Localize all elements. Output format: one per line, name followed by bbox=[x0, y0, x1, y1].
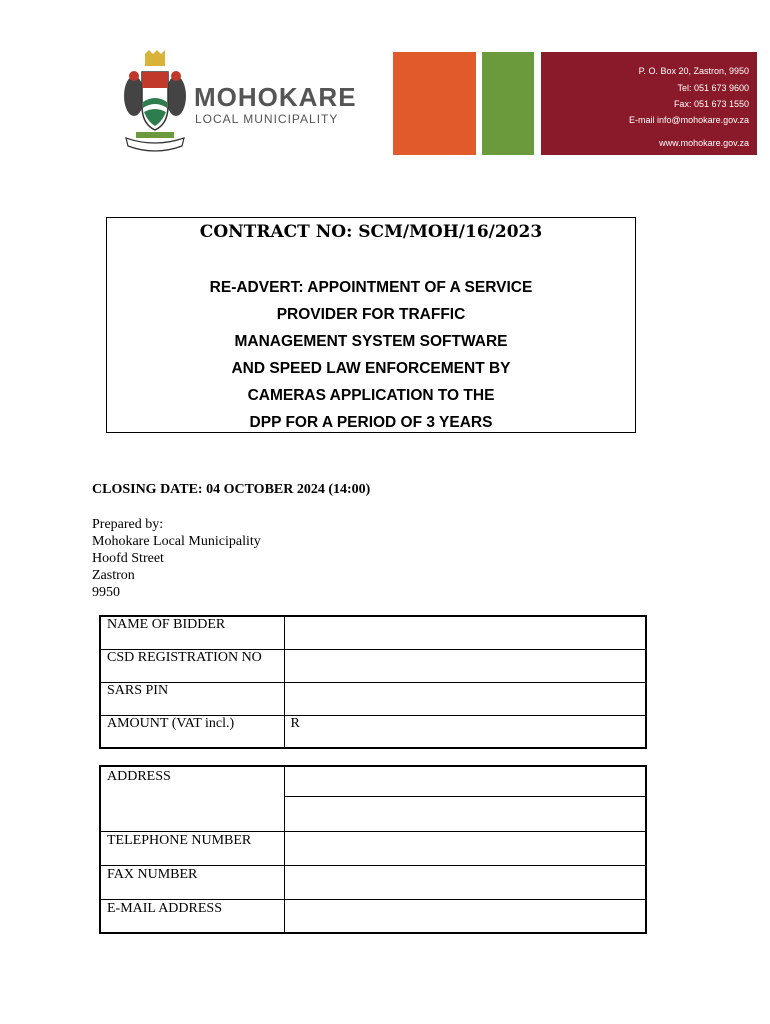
table-row bbox=[100, 682, 646, 715]
table-row bbox=[100, 766, 646, 796]
fax-label: FAX NUMBER bbox=[100, 865, 284, 899]
contact-email: E-mail info@mohokare.gov.za bbox=[628, 115, 749, 125]
contact-telephone: Tel: 051 673 9600 bbox=[677, 83, 749, 93]
table-row bbox=[100, 865, 646, 899]
email-label: E-MAIL ADDRESS bbox=[100, 899, 284, 933]
contract-title-line: AND SPEED LAW ENFORCEMENT BY bbox=[231, 360, 511, 377]
table-row bbox=[100, 899, 646, 933]
bidder-name-field[interactable] bbox=[284, 616, 646, 649]
municipality-logo bbox=[122, 50, 357, 160]
amount-field[interactable]: R bbox=[284, 715, 646, 748]
prepared-by-label: Prepared by: bbox=[92, 517, 164, 532]
bidder-name-label: NAME OF BIDDER bbox=[100, 616, 284, 649]
table-row bbox=[100, 649, 646, 682]
address-field-line-2[interactable] bbox=[284, 796, 646, 831]
contact-address: P. O. Box 20, Zastron, 9950 bbox=[638, 66, 749, 76]
contract-title-line: CAMERAS APPLICATION TO THE bbox=[247, 387, 495, 404]
csd-registration-label: CSD REGISTRATION NO bbox=[100, 649, 284, 682]
logo-name: MOHOKARE bbox=[194, 82, 357, 112]
csd-registration-field[interactable] bbox=[284, 649, 646, 682]
sars-pin-label: SARS PIN bbox=[100, 682, 284, 715]
contract-title-line: MANAGEMENT SYSTEM SOFTWARE bbox=[234, 333, 508, 350]
prepared-by-line: Mohokare Local Municipality bbox=[92, 534, 261, 549]
contact-website: www.mohokare.gov.za bbox=[659, 138, 749, 148]
contact-fax: Fax: 051 673 1550 bbox=[673, 99, 749, 109]
address-label: ADDRESS bbox=[100, 766, 284, 831]
bidder-details-table bbox=[99, 615, 647, 749]
bidder-contact-table bbox=[99, 765, 647, 934]
email-field[interactable] bbox=[284, 899, 646, 933]
amount-label: AMOUNT (VAT incl.) bbox=[100, 715, 284, 748]
address-field-line-1[interactable] bbox=[284, 766, 646, 796]
logo-subtitle: LOCAL MUNICIPALITY bbox=[195, 112, 339, 126]
contract-title-line: RE-ADVERT: APPOINTMENT OF A SERVICE bbox=[209, 279, 533, 296]
contract-title-line: PROVIDER FOR TRAFFIC bbox=[276, 306, 466, 323]
table-row bbox=[100, 715, 646, 748]
closing-date: CLOSING DATE: 04 OCTOBER 2024 (14:00) bbox=[92, 482, 371, 497]
header-band-green bbox=[482, 52, 534, 155]
fax-field[interactable] bbox=[284, 865, 646, 899]
prepared-by-line: Zastron bbox=[92, 568, 135, 583]
coat-of-arms-icon bbox=[122, 50, 188, 156]
contract-title-line: DPP FOR A PERIOD OF 3 YEARS bbox=[249, 414, 493, 431]
prepared-by-line: Hoofd Street bbox=[92, 551, 164, 566]
telephone-field[interactable] bbox=[284, 831, 646, 865]
prepared-by-line: 9950 bbox=[92, 585, 120, 600]
telephone-label: TELEPHONE NUMBER bbox=[100, 831, 284, 865]
contract-number: CONTRACT NO: SCM/MOH/16/2023 bbox=[199, 222, 543, 242]
header-contact-panel bbox=[541, 52, 757, 155]
sars-pin-field[interactable] bbox=[284, 682, 646, 715]
table-row bbox=[100, 831, 646, 865]
header-band-orange bbox=[393, 52, 476, 155]
prepared-by-block bbox=[92, 516, 261, 601]
contract-title-box bbox=[106, 217, 636, 433]
contract-description bbox=[107, 274, 635, 436]
table-row bbox=[100, 616, 646, 649]
